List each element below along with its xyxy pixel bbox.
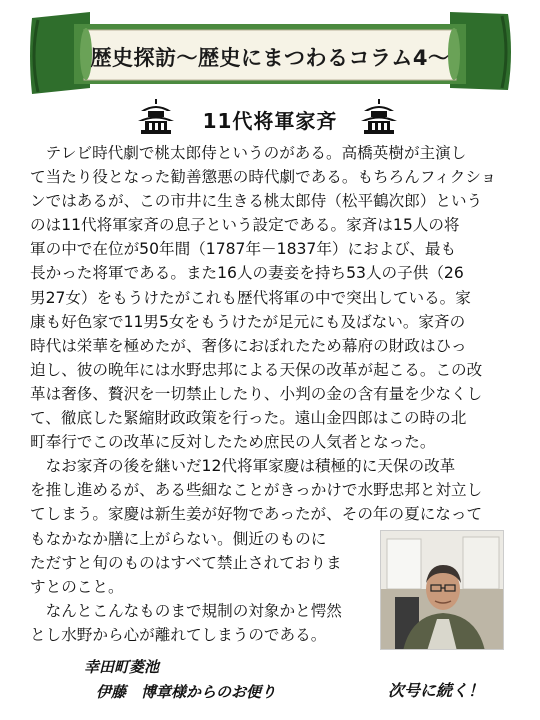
body-line: なお家斉の後を継いだ12代将軍家慶は積極的に天保の改革 [30, 457, 456, 476]
contributor-portrait [381, 531, 504, 650]
sender-place: 幸田町菱池 [84, 658, 160, 676]
body-line: 町奉行でこの改革に反対したため庶民の人気者となった。 [30, 433, 436, 452]
pagoda-icon [360, 99, 398, 135]
pagoda-icon [137, 99, 175, 135]
body-line: ンではあるが、この市井に生きる桃太郎侍（松平鶴次郎）という [30, 192, 483, 211]
body-line: てしまう。家慶は新生姜が好物であったが、その年の夏になって [30, 505, 483, 524]
body-line: テレビ時代劇で桃太郎侍というのがある。高橋英樹が主演し [30, 144, 467, 162]
body-line: 康も好色家で11男5女をもうけたが足元にも及ばない。家斉の [30, 312, 466, 331]
body-line: て、徹底した緊縮財政政策を行った。遠山金四郎はこの時の北 [30, 409, 467, 428]
body-line: もなかなか膳に上がらない。側近のものに [30, 529, 327, 548]
body-line: 長かった将軍である。また16人の妻妾を持ち53人の子供（26 [30, 264, 464, 283]
body-line: 時代は栄華を極めたが、奢侈におぼれたため幕府の財政はひっ [30, 336, 467, 355]
title-banner [28, 6, 512, 96]
body-line: すとのこと。 [30, 577, 124, 596]
body-line: なんとこんなものまで規制の対象かと愕然 [30, 601, 342, 620]
body-line: とし水野から心が離れてしまうのである。 [30, 625, 327, 644]
contributor-photo [380, 530, 504, 650]
body-line: を推し進めるが、ある些細なことがきっかけで水野忠邦と対立し [30, 481, 483, 500]
body-line: 男27女）をもうけたがこれも歴代将軍の中で突出している。家 [30, 288, 471, 307]
body-line: のは11代将軍家斉の息子という設定である。家斉は15人の将 [30, 216, 460, 235]
body-line: て当たり役となった勧善懲悪の時代劇である。もちろんフィクショ [30, 168, 497, 187]
sender-name: 伊藤 博章様からのお便り [96, 683, 277, 701]
body-line: ただすと旬のものはすべて禁止されておりま [30, 553, 342, 572]
body-line: 軍の中で在位が50年間（1787年－1837年）におよび、最も [30, 240, 457, 259]
body-line: 革は奢侈、贅沢を一切禁止したり、小判の金の含有量を少なくし [30, 384, 483, 403]
body-line: 迫し、彼の晩年には水野忠邦による天保の改革が起こる。この改 [30, 360, 483, 379]
article-heading [0, 97, 540, 137]
banner-title: 歴史探訪～歴史にまつわるコラム4～ [90, 46, 450, 70]
continued-note: 次号に続く！ [388, 681, 485, 700]
heading-title: 11代将軍家斉 [202, 109, 338, 133]
